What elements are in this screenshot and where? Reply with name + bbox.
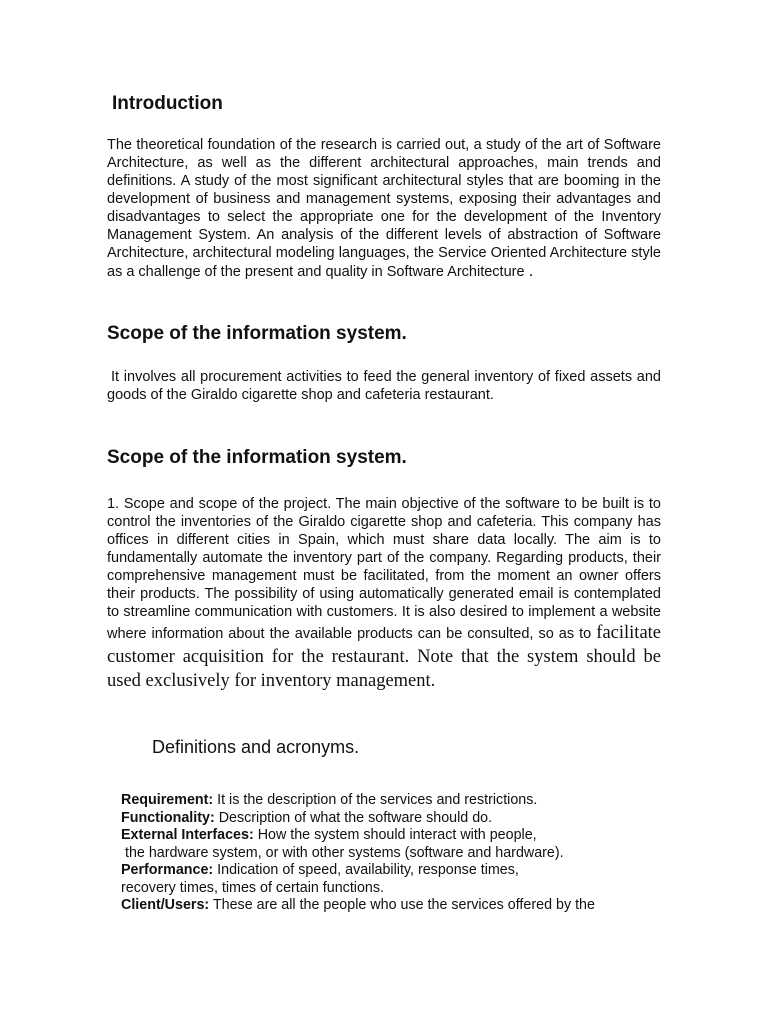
introduction-end-mark: . [528, 261, 534, 280]
definition-text: These are all the people who use the services offered by the [212, 897, 595, 913]
definition-term: Requirement: [121, 792, 214, 808]
definition-term: Client/Users: [121, 897, 210, 913]
introduction-heading: Introduction [112, 93, 223, 114]
definition-term: External Interfaces: [121, 827, 254, 843]
definition-item [121, 810, 681, 828]
definitions-list [121, 792, 681, 915]
definition-item [121, 862, 681, 880]
definition-text: recovery times, times of certain functions. [121, 879, 384, 896]
scope-paragraph-2 [107, 495, 661, 693]
definition-item [121, 897, 681, 915]
scope-2-text: 1. Scope and scope of the project. The main objective of the software to be built is to control the inventories of the Giraldo cigarette shop and cafeteria. This company has offices in different cities in Spain, which must share data locally. The aim is to fundamentally automate the inventory part of the company. Regarding products, their comprehensive management must be facilitated, from the moment an owner offers their products. The possibility of using automatically generated email is contemplated to streamline communication with customers. It is also desired to implement a website where information about the available products can be consulted, so as to [107, 496, 661, 642]
definition-term: Functionality: [121, 809, 215, 826]
definition-text: Description of what the software should do. [218, 809, 493, 826]
introduction-text: The theoretical foundation of the research is carried out, a study of the art of Software Architecture, as well as the different architectural approaches, main trends and definitions. A study of the most significant architectural styles that are booming in the development of business and management systems, exposing their advantages and disadvantages to select the appropriate one for the development of the Inventory Management System. An analysis of the different levels of abstraction of Software Architecture, architectural modeling languages, the Service Oriented Architecture style as a challenge of the present and quality in Software Architecture [107, 137, 661, 280]
definition-text: Indication of speed, availability, response times, [217, 862, 519, 878]
definition-item [121, 792, 681, 810]
scope-heading-1: Scope of the information system. [107, 323, 407, 344]
definition-term: Performance: [121, 862, 214, 878]
scope-2-serif-text: facilitate customer acquisition for the restaurant. Note that the system should be used exclusively for inventory management. [107, 623, 662, 691]
scope-heading-2: Scope of the information system. [107, 447, 407, 468]
definition-text: How the system should interact with people, [257, 827, 537, 843]
definition-text: the hardware system, or with other systems (software and hardware). [125, 844, 564, 861]
introduction-paragraph [107, 136, 661, 281]
definition-continuation [121, 880, 681, 898]
definition-item [121, 827, 681, 845]
definitions-heading: Definitions and acronyms. [152, 737, 360, 757]
definition-continuation [121, 845, 681, 863]
definition-text: It is the description of the services and restrictions. [217, 792, 538, 808]
scope-paragraph-1: It involves all procurement activities to feed the general inventory of fixed assets and goods of the Giraldo cigarette shop and cafeteria restaurant. [107, 369, 661, 403]
